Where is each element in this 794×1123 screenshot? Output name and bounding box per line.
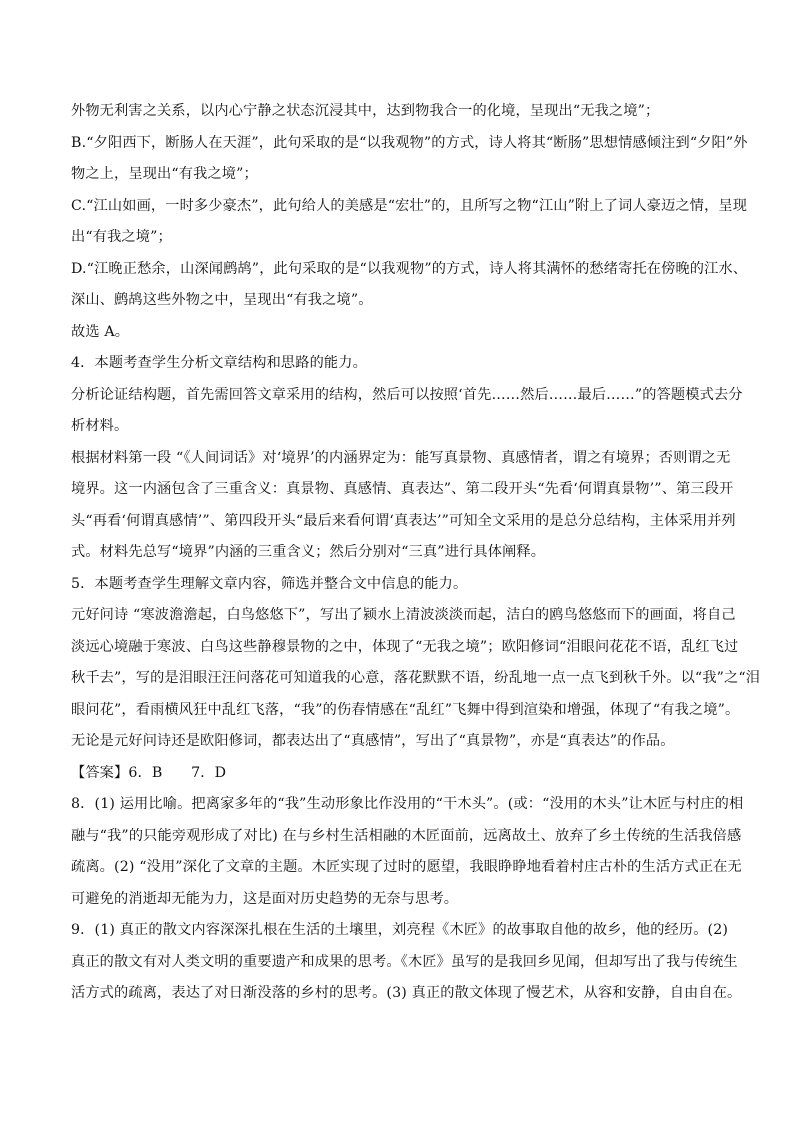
text-line: 淡远心境融于寒波、白鸟这些静穆景物的之中，体现了“无我之境”；欧阳修词“泪眼问花花不语，乱红飞过 <box>71 638 739 655</box>
text-line: 深山、鹧鸪这些外物之中，呈现出“有我之境”。 <box>71 292 373 308</box>
text-line: 可避免的消逝却无能为力，这是面对历史趋势的无奈与思考。 <box>71 890 459 907</box>
text-line: 头“再看‘何谓真感情’”、第四段开头“最后来看何谓‘真表达’”可知全文采用的是总分总结构，主体采用并列 <box>71 512 736 529</box>
text-line: 融与“我”的只能旁观形成了对比) 在与乡村生活相融的木匠面前，远离故土、放弃了乡土传统的生活我倍感 <box>71 827 742 844</box>
document-page <box>71 96 761 1010</box>
text-line: 8．(1) 运用比喻。把离家多年的“我”生动形象比作没用的“干木头”。(或：“没用的木头”让木匠与村庄的相 <box>71 796 744 812</box>
text-line: D.“江晚正愁余，山深闻鹧鸪”，此句采取的是“以我观物”的方式，诗人将其满怀的愁绪寄托在傍晚的江水、 <box>71 260 748 277</box>
question-heading: 5．本题考查学生理解文章内容，筛选并整合文中信息的能力。 <box>71 575 468 592</box>
text-line: 无论是元好问诗还是欧阳修词，都表达出了“真感情”，写出了“真景物”，亦是“真表达”的作品。 <box>71 733 675 749</box>
text-line: 境界。这一内涵包含了三重含义：真景物、真感情、真表达”、第二段开头“先看‘何谓真景物’”、第三段开 <box>71 481 734 497</box>
text-line: C.“江山如画，一时多少豪杰”，此句给人的美感是“宏壮”的，且所写之物“江山”附上了词人豪迈之情，呈现 <box>71 197 748 214</box>
text-line: 活方式的疏离，表达了对日渐没落的乡村的思考。(3) 真正的散文体现了慢艺术，从容和安静，自由自在。 <box>71 985 742 1001</box>
text-line: 根据材料第一段 “《人间词话》对‘境界’的内涵界定为：能写真景物、真感情者，谓之有境界；否则谓之无 <box>71 449 731 466</box>
text-line: B.“夕阳西下，断肠人在天涯”，此句采取的是“以我观物”的方式，诗人将其“断肠”思想情感倾注到“夕阳”外 <box>71 134 748 151</box>
text-line: 疏离。(2) “没用”深化了文章的主题。木匠实现了过时的愿望，我眼睁睁地看着村庄古朴的生活方式正在无 <box>71 859 742 875</box>
text-line: 故选 A。 <box>71 323 130 340</box>
text-line: 析材料。 <box>71 418 129 434</box>
text-line: 式。材料先总写“境界”内涵的三重含义；然后分别对“三真”进行具体阐释。 <box>71 544 546 560</box>
text-line: 外物无利害之关系，以内心宁静之状态沉浸其中，达到物我合一的化境，呈现出“无我之境”； <box>71 103 660 119</box>
text-line: 真正的散文有对人类文明的重要遗产和成果的思考。《木匠》虽写的是我回乡见闻，但却写出了我与传统生 <box>71 953 738 970</box>
text-line: 分析论证结构题，首先需回答文章采用的结构，然后可以按照‘首先……然后……最后……”的答题模式去分 <box>71 386 743 403</box>
answer-line: 【答案】6．B 7．D <box>71 764 227 781</box>
text-line: 出“有我之境”； <box>71 229 172 245</box>
text-line: 物之上，呈现出“有我之境”； <box>71 166 258 182</box>
text-line: 秋千去”，写的是泪眼汪汪问落花可知道我的心意，落花默默不语，纷乱地一点一点飞到秋千外。以“我”之“泪 <box>71 670 761 686</box>
text-line: 9．(1) 真正的散文内容深深扎根在生活的土壤里，刘亮程《木匠》的故事取自他的故乡，他的经历。(2) <box>71 922 729 938</box>
text-line: 眼问花”，看雨横风狂中乱红飞落，“我”的伤春情感在“乱红”飞舞中得到渲染和增强，体现了“有我之境”。 <box>71 701 740 718</box>
text-line: 元好问诗 “寒波澹澹起，白鸟悠悠下”，写出了颍水上清波淡淡而起，洁白的鸥鸟悠悠而下的画面，将自己 <box>71 607 736 623</box>
question-heading: 4．本题考查学生分析文章结构和思路的能力。 <box>71 355 367 371</box>
